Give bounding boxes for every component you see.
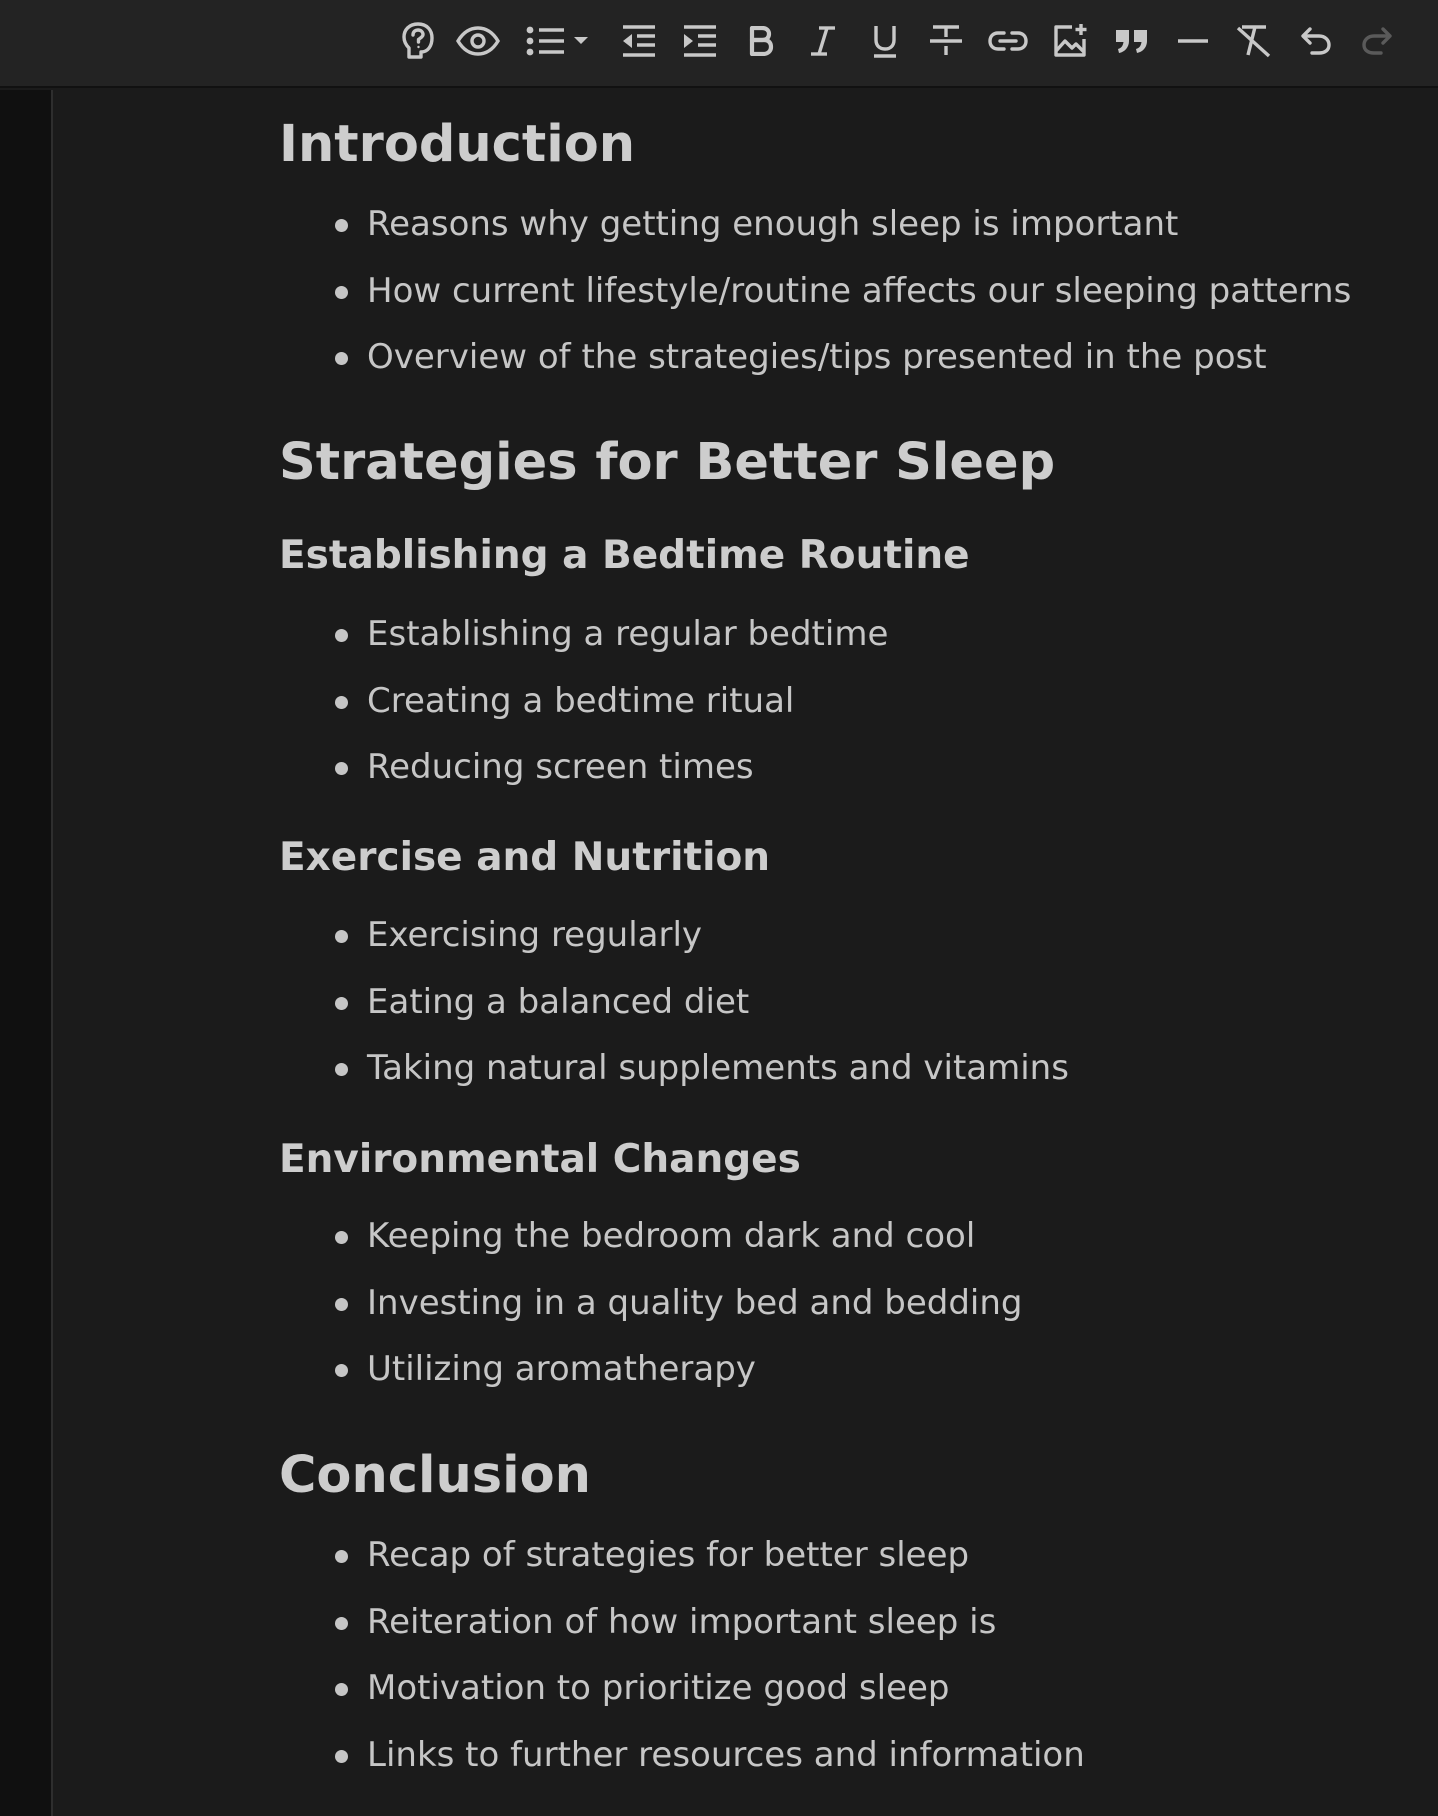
clear-formatting-button[interactable] [1227,14,1281,68]
bulleted-list-button[interactable] [522,14,594,68]
underline-button[interactable] [858,14,912,68]
heading-strategies[interactable]: Strategies for Better Sleep [279,433,1056,492]
help-icon [400,21,436,61]
indent-button[interactable] [673,14,727,68]
horizontal-rule-button[interactable] [1166,14,1220,68]
redo-button[interactable] [1350,14,1404,68]
preview-button[interactable] [451,14,505,68]
list-item[interactable]: Taking natural supplements and vitamins [367,1035,1069,1102]
list-item[interactable]: Overview of the strategies/tips presented in the post [367,324,1351,391]
strikethrough-icon [928,25,964,57]
undo-icon [1300,27,1332,55]
introduction-list [279,191,1351,391]
heading-exercise-nutrition[interactable]: Exercise and Nutrition [279,835,771,880]
outdent-icon [621,24,657,58]
outdent-button[interactable] [612,14,666,68]
editor-content[interactable] [55,90,1438,1816]
environmental-changes-list [279,1203,1023,1403]
bold-button[interactable] [734,14,788,68]
list-item[interactable]: Reducing screen times [367,734,888,801]
list-item[interactable]: Investing in a quality bed and bedding [367,1270,1023,1337]
list-item[interactable]: Establishing a regular bedtime [367,601,888,668]
list-item[interactable]: Keeping the bedroom dark and cool [367,1203,1023,1270]
list-item[interactable]: Reiteration of how important sleep is [367,1589,1085,1656]
list-item[interactable]: Exercising regularly [367,902,1069,969]
italic-icon [809,26,837,56]
heading-bedtime-routine[interactable]: Establishing a Bedtime Routine [279,533,970,578]
exercise-nutrition-list [279,902,1069,1102]
underline-icon [872,24,898,58]
heading-conclusion[interactable]: Conclusion [279,1446,591,1505]
link-button[interactable] [981,14,1035,68]
list-item[interactable]: Reasons why getting enough sleep is important [367,191,1351,258]
left-sidebar-rail [0,90,53,1816]
insert-image-icon [1052,23,1088,59]
horizontal-rule-icon [1177,38,1209,44]
list-item[interactable]: Recap of strategies for better sleep [367,1522,1085,1589]
list-item[interactable]: How current lifestyle/routine affects our sleeping patterns [367,258,1351,325]
link-icon [988,29,1028,53]
italic-button[interactable] [796,14,850,68]
heading-introduction[interactable]: Introduction [279,115,636,174]
undo-button[interactable] [1289,14,1343,68]
list-item[interactable]: Motivation to prioritize good sleep [367,1655,1085,1722]
quote-icon [1115,28,1149,54]
bold-icon [748,26,774,56]
conclusion-list [279,1522,1085,1788]
list-item[interactable]: Eating a balanced diet [367,969,1069,1036]
list-item[interactable]: Utilizing aromatherapy [367,1336,1023,1403]
list-item[interactable]: Creating a bedtime ritual [367,668,888,735]
list-item[interactable]: Links to further resources and information [367,1722,1085,1789]
clear-formatting-icon [1236,24,1272,58]
editor-toolbar [0,0,1438,88]
bedtime-routine-list [279,601,888,801]
redo-icon [1361,27,1393,55]
help-button[interactable] [391,14,445,68]
eye-icon [456,26,500,56]
indent-icon [682,24,718,58]
heading-environmental-changes[interactable]: Environmental Changes [279,1137,801,1182]
strikethrough-button[interactable] [919,14,973,68]
insert-image-button[interactable] [1043,14,1097,68]
quote-button[interactable] [1105,14,1159,68]
bulleted-list-icon [525,26,591,56]
